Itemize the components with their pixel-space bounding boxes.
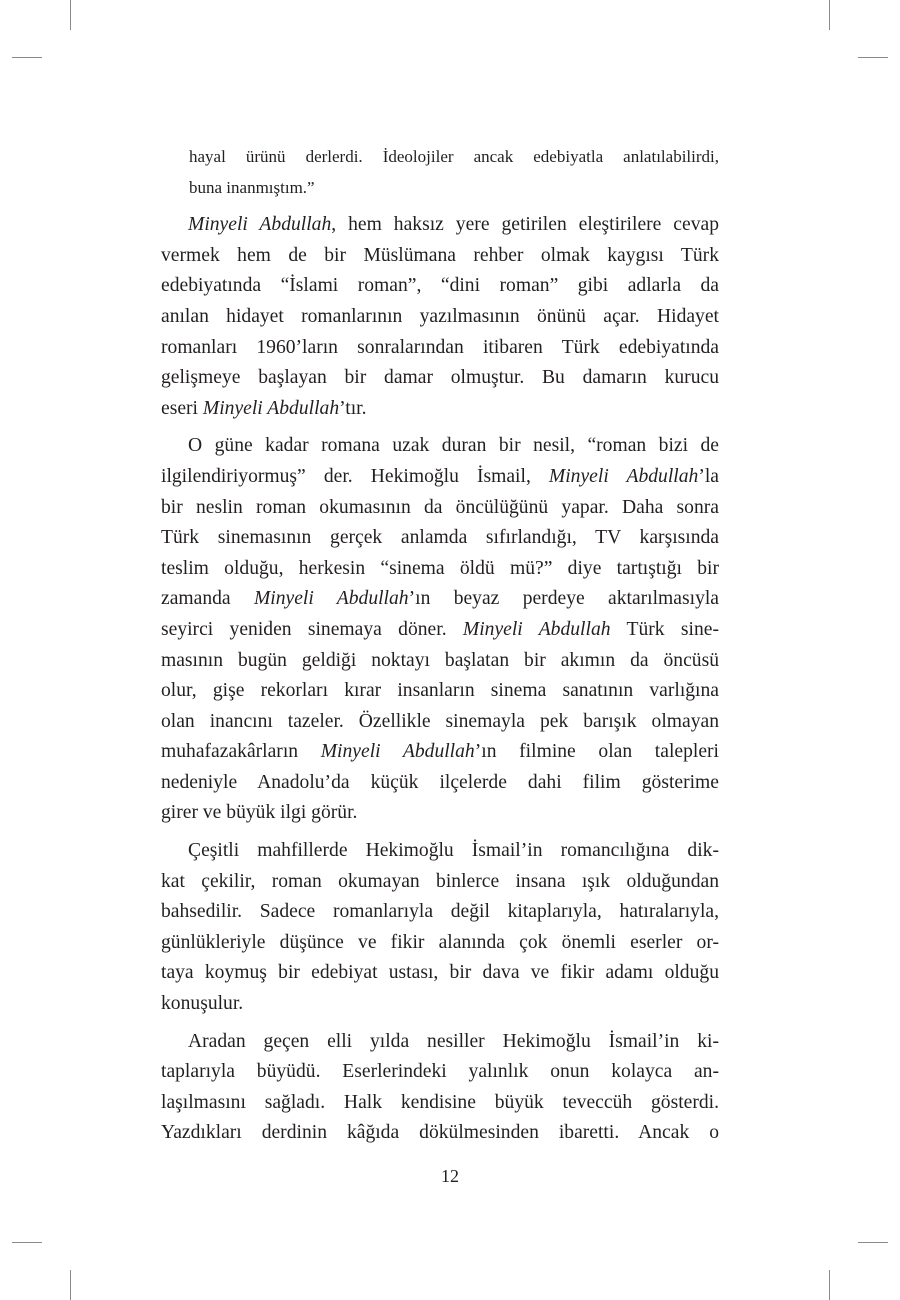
page-number: 12 — [441, 1166, 459, 1186]
text-line — [161, 897, 719, 928]
quote-block — [161, 142, 719, 203]
text-line — [161, 676, 719, 707]
text-line — [161, 1088, 719, 1119]
text-run: bir neslin roman okumasının da öncülüğünü yapar. Daha sonra — [161, 496, 719, 518]
text-line — [161, 431, 719, 462]
text-run: masının bugün geldiği noktayı başlatan bir akımın da öncüsü — [161, 649, 719, 671]
paragraph-gap — [161, 829, 719, 836]
text-run: Çeşitli mahfillerde Hekimoğlu İsmail’in romancılığına dik- — [188, 840, 719, 862]
text-run: Aradan geçen elli yılda nesiller Hekimoğlu İsmail’in ki- — [188, 1030, 719, 1052]
paragraph-gap — [161, 1020, 719, 1027]
text-run: ’ın filmine olan talepleri — [474, 741, 719, 763]
text-run: Türk sine- — [610, 618, 719, 640]
text-run: konuşulur. — [161, 993, 244, 1015]
paragraph-gap — [161, 203, 719, 210]
text-run: gelişmeye başlayan bir damar olmuştur. Bu damarın kurucu — [161, 367, 719, 389]
italic-title: Minyeli Abdullah — [320, 741, 475, 763]
quote-line: hayal ürünü derlerdi. İdeolojiler ancak edebiyatla anlatılabilirdi, — [189, 147, 719, 166]
body-text — [161, 142, 719, 1149]
text-line — [161, 1027, 719, 1058]
text-line — [161, 737, 719, 768]
paragraph-gap — [161, 424, 719, 431]
text-run: ilgilendiriyormuş” der. Hekimoğlu İsmail, — [161, 465, 549, 487]
text-run: olur, gişe rekorları kırar insanların sinema sanatının varlığına — [161, 680, 719, 702]
text-line — [161, 462, 719, 493]
italic-title: Minyeli Abdullah — [253, 588, 409, 610]
text-run: girer ve büyük ilgi görür. — [161, 802, 358, 824]
text-run: Yazdıkları derdinin kâğıda dökülmesinden ibaretti. Ancak o — [161, 1122, 719, 1144]
italic-title: Minyeli Abdullah — [202, 397, 340, 419]
paragraph — [161, 1027, 719, 1149]
text-line — [161, 707, 719, 738]
text-run: O güne kadar romana uzak duran bir nesil, “roman bizi de — [188, 435, 719, 457]
text-run: muhafazakârların — [161, 741, 321, 763]
text-line — [161, 1118, 719, 1149]
crop-mark-right-top — [858, 57, 888, 58]
text-run: nedeniyle Anadolu’da küçük ilçelerde dahi filim gösterime — [161, 771, 719, 793]
text-run: eseri — [161, 397, 203, 419]
text-line — [161, 584, 719, 615]
quote-line: buna inanmıştım.” — [189, 177, 315, 197]
text-run: romanları 1960’ların sonralarından itibaren Türk edebiyatında — [161, 336, 719, 358]
text-line — [161, 523, 719, 554]
text-run: olan inancını tazeler. Özellikle sinemayla pek barışık olmayan — [161, 710, 719, 732]
text-line — [161, 989, 719, 1020]
text-run: teslim olduğu, herkesin “sinema öldü mü?” diye tartıştığı bir — [161, 557, 719, 579]
text-line — [161, 836, 719, 867]
text-line — [161, 615, 719, 646]
crop-mark-bottom-right — [829, 1270, 830, 1300]
text-run: laşılmasını sağladı. Halk kendisine büyük teveccüh gösterdi. — [161, 1091, 719, 1113]
text-line — [161, 646, 719, 677]
text-run: vermek hem de bir Müslümana rehber olmak kaygısı Türk — [161, 244, 719, 266]
text-line — [161, 394, 719, 425]
text-run: bahsedilir. Sadece romanlarıyla değil kitaplarıyla, hatıralarıyla, — [161, 901, 719, 923]
text-run: anılan hidayet romanlarının yazılmasının önünü açar. Hidayet — [161, 305, 719, 327]
paragraph — [161, 836, 719, 1020]
text-run: taplarıyla büyüdü. Eserlerindeki yalınlık onun kolayca an- — [161, 1061, 719, 1083]
text-line — [161, 302, 719, 333]
crop-mark-bottom-left — [70, 1270, 71, 1300]
text-run: seyirci yeniden sinemaya döner. — [161, 618, 463, 640]
text-run: zamanda — [161, 588, 254, 610]
text-line — [161, 928, 719, 959]
text-run: taya koymuş bir edebiyat ustası, bir dava ve fikir adamı olduğu — [161, 962, 719, 984]
crop-mark-left-bottom — [12, 1242, 42, 1243]
text-line — [161, 363, 719, 394]
paragraph — [161, 210, 719, 424]
text-run: ’tır. — [339, 397, 367, 419]
crop-mark-left-top — [12, 57, 42, 58]
text-line — [161, 768, 719, 799]
text-run: Türk sinemasının gerçek anlamda sıfırlandığı, TV karşısında — [161, 527, 719, 549]
text-line — [161, 1057, 719, 1088]
text-line — [161, 241, 719, 272]
crop-mark-right-bottom — [858, 1242, 888, 1243]
italic-title: Minyeli Abdullah — [548, 465, 699, 487]
crop-mark-top-right — [829, 0, 830, 30]
text-run: ’ın beyaz perdeye aktarılmasıyla — [408, 588, 720, 610]
text-line — [161, 554, 719, 585]
text-run: kat çekilir, roman okumayan binlerce insana ışık olduğundan — [161, 870, 719, 892]
text-line — [161, 333, 719, 364]
text-line — [161, 958, 719, 989]
text-line — [161, 271, 719, 302]
text-line — [161, 867, 719, 898]
text-line — [161, 210, 719, 241]
italic-title: Minyeli Abdullah — [188, 214, 332, 236]
text-line — [161, 493, 719, 524]
text-run: , hem haksız yere getirilen eleştirilere cevap — [331, 214, 719, 236]
italic-title: Minyeli Abdullah — [462, 618, 611, 640]
text-run: ’la — [698, 465, 719, 487]
text-line — [161, 798, 719, 829]
text-run: edebiyatında “İslami roman”, “dini roman” gibi adlarla da — [161, 275, 719, 297]
paragraph — [161, 431, 719, 829]
text-run: günlükleriyle düşünce ve fikir alanında çok önemli eserler or- — [161, 931, 719, 953]
crop-mark-top-left — [70, 0, 71, 30]
